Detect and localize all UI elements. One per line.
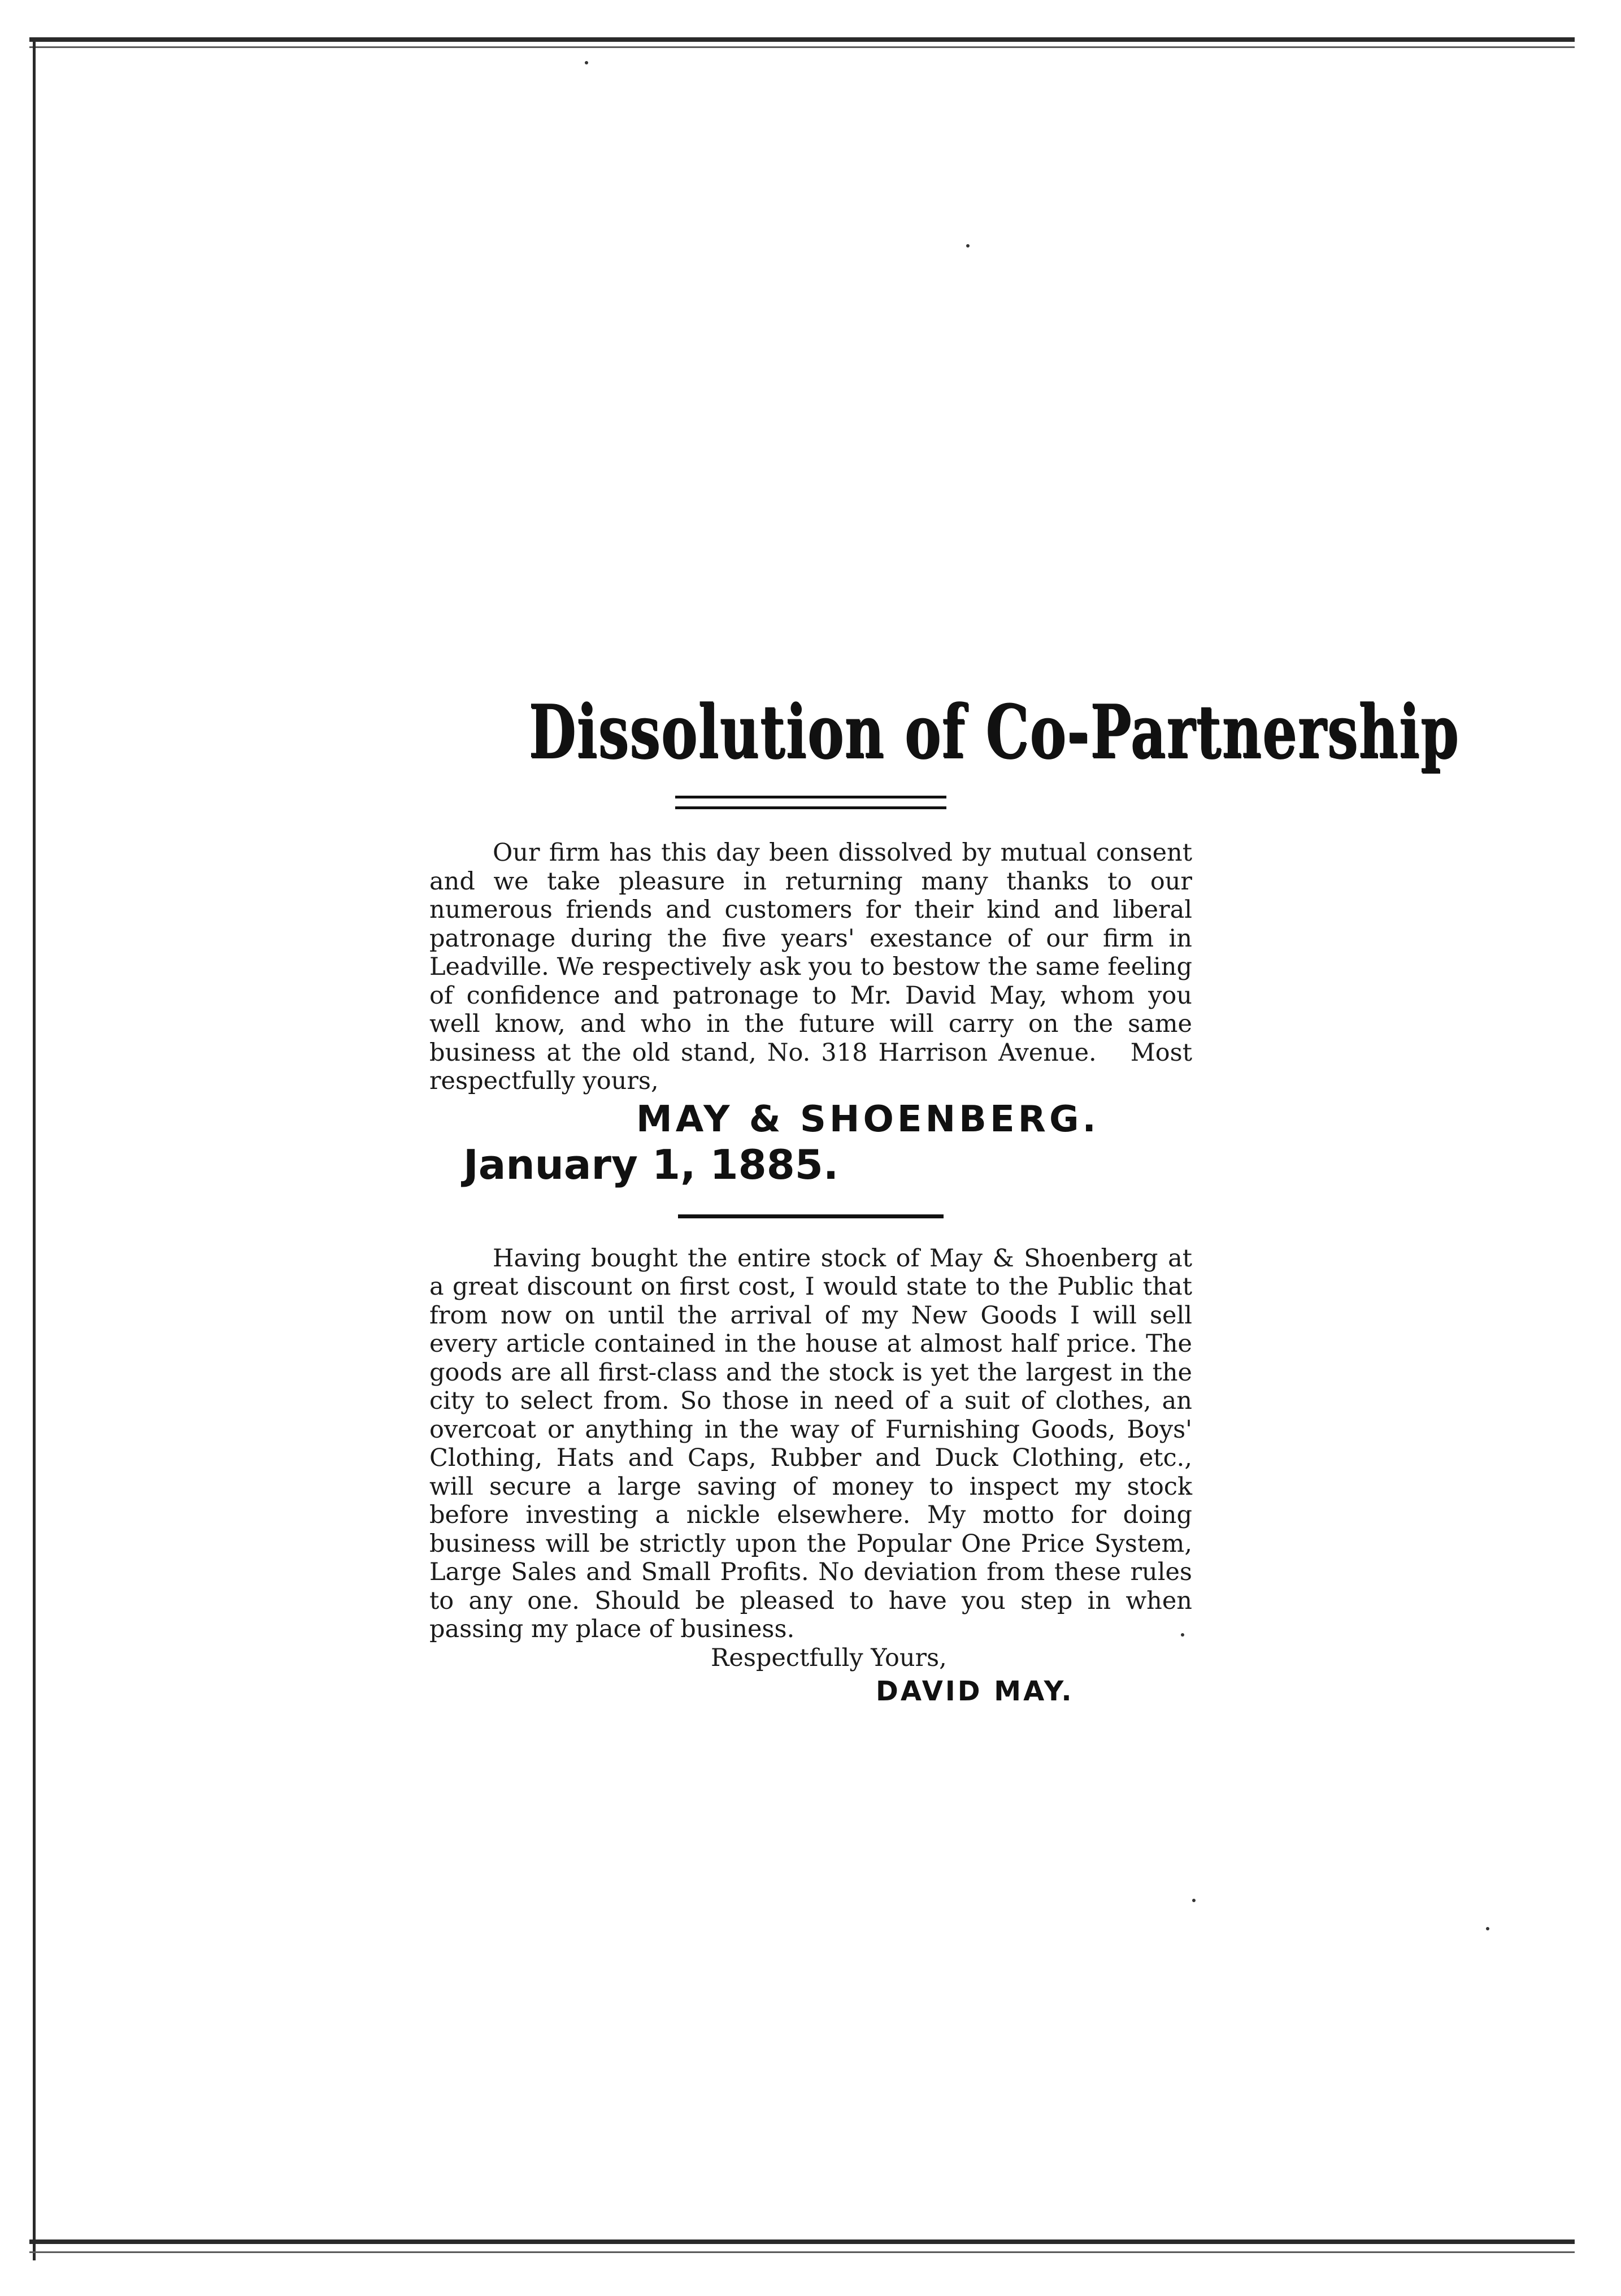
left-border-rule (33, 40, 36, 2260)
top-border-thin-rule (29, 46, 1575, 48)
dissolution-text: Our firm has this day been dissolved by mutual consent and we take pleasure in returning many thanks to our numerous friends and customers for their kind and liberal patronage during the five years' exestance of our firm in Leadville. We respectively ask you to bestow the same feeling of confidence and patronage to Mr. David May, whom you well know, and who in the future will carry on the same business at the old stand, No. 318 Harrison Avenue. (429, 839, 1192, 1067)
advertisement-block (429, 684, 1459, 1707)
print-speck (966, 244, 970, 248)
bottom-border-rule (29, 2239, 1575, 2244)
signoff-salutation: Respectfully Yours, (711, 1643, 947, 1672)
sale-paragraph: Having bought the entire stock of May & Shoenberg at a great discount on first cost, I would state to the Public that from now on until the arrival of my New Goods I will sell every article contained in the house at almost half price. The goods are all first-class and the stock is yet the largest in the city to select from. So those in need of a suit of clothes, an overcoat or anything in the way of Furnishing Goods, Boys' Clothing, Hats and Caps, Rubber and Duck Clothing, etc., will secure a large saving of money to inspect my stock before investing a nickle elsewhere. My motto for doing business will be strictly upon the Popular One Price System, Large Sales and Small Profits. No deviation from these rules to any one. Should be pleased to have you step in when passing my place of business. (429, 1244, 1192, 1643)
print-speck (1486, 1927, 1489, 1930)
notice-date: January 1, 1885. (463, 1140, 839, 1188)
headline: Dissolution of Co-Partnership (528, 688, 1459, 775)
headline-double-rule (675, 796, 946, 809)
dissolution-paragraph (429, 839, 1192, 1096)
closing-salutation: Most respectfully yours, (429, 1038, 1192, 1095)
print-speck (585, 61, 588, 64)
bottom-border-thin-rule (29, 2251, 1575, 2253)
signature-name: DAVID MAY. (876, 1676, 1074, 1707)
section-divider-rule (678, 1214, 944, 1218)
top-border-rule (29, 37, 1575, 42)
print-speck (1192, 1899, 1196, 1902)
firm-name: MAY & SHOENBERG. (636, 1098, 1100, 1140)
